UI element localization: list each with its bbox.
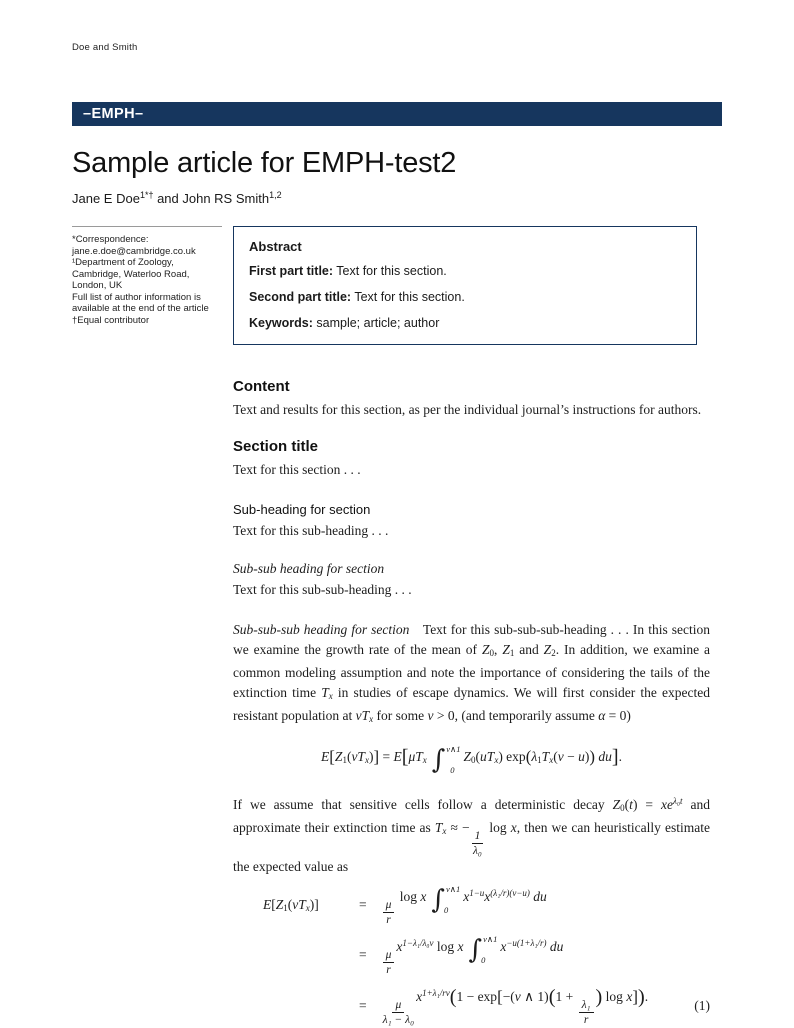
math-run: λ₁	[579, 999, 594, 1013]
math-run: vT	[351, 748, 365, 764]
authors-line	[72, 190, 722, 206]
math-run: Z	[502, 641, 510, 657]
math-run: x	[494, 754, 499, 765]
math-run: 1	[537, 754, 542, 765]
math-run	[579, 999, 594, 1026]
math-run: 1+λ₁/rv	[422, 988, 450, 998]
math-run: .	[644, 989, 649, 1004]
math-run	[383, 949, 395, 976]
math-run: λ₀t	[672, 795, 683, 806]
math-run: Z	[275, 897, 284, 913]
math-run: and	[514, 641, 544, 657]
math-run: log	[485, 819, 511, 835]
math-run: Z	[612, 796, 621, 812]
affiliation-line-3: London, UK	[72, 280, 123, 291]
math-run	[431, 885, 460, 915]
equal-contributor-note: †Equal contributor	[72, 314, 150, 326]
math-run: Text for this sub-sub-sub-heading . . . In this section we examine the growth rate of the mean of	[233, 621, 710, 657]
abstract-item-label: Second part title:	[249, 289, 352, 304]
math-run: T	[541, 748, 550, 764]
math-run: .	[618, 748, 622, 764]
abstract-item	[249, 289, 681, 306]
math-run: (	[346, 748, 352, 764]
section-heading-content: Content	[233, 377, 290, 395]
math-run: [	[497, 987, 503, 1006]
math-run: −u(1+λ₁/r)	[506, 937, 547, 948]
math-run: )	[368, 748, 374, 764]
math-run: 0	[620, 802, 625, 813]
math-run: ∫	[431, 744, 446, 775]
math-run: r	[386, 913, 391, 926]
equation-rhs	[381, 935, 564, 976]
math-run: x	[463, 888, 470, 904]
math-run: ) =	[632, 796, 661, 812]
article-title: Sample article for EMPH-test2	[72, 147, 457, 179]
equation-relation: =	[359, 947, 367, 963]
math-run: du	[529, 888, 547, 904]
math-run: x	[484, 888, 491, 904]
math-run: t	[629, 796, 633, 812]
math-run: (	[624, 796, 630, 812]
author-note-line-1: Full list of author information is	[72, 291, 201, 303]
display-equation	[233, 741, 710, 779]
equation-relation: =	[359, 897, 367, 913]
math-run	[383, 999, 414, 1026]
section-paragraph: Text for this section . . .	[233, 461, 361, 477]
math-run: 1*†	[139, 190, 154, 200]
run-in-heading-paragraph	[233, 620, 710, 729]
abstract-item-text: Text for this section.	[351, 289, 465, 304]
math-run: = 0)	[605, 707, 631, 723]
math-run: x	[500, 938, 507, 954]
math-run: vT	[292, 897, 306, 913]
math-run: 0	[443, 905, 449, 916]
equation-lhs	[263, 897, 345, 913]
math-run: log	[433, 938, 458, 954]
running-head: Doe and Smith	[72, 42, 138, 53]
math-run: )	[584, 748, 590, 764]
math-run: Z	[543, 641, 552, 657]
math-run: α	[598, 707, 606, 723]
math-run: 0	[481, 955, 486, 966]
math-run: 1	[342, 754, 347, 765]
math-run: vT	[355, 707, 370, 723]
math-run	[469, 935, 498, 965]
math-run: ) exp	[498, 748, 526, 764]
journal-banner	[72, 102, 722, 126]
math-run: ,	[494, 641, 503, 657]
abstract-item-label: First part title:	[249, 264, 334, 278]
math-run: x	[626, 989, 633, 1004]
equation-relation: =	[359, 997, 367, 1013]
math-run: x	[328, 690, 333, 701]
math-run: (	[553, 748, 558, 764]
math-run: E	[321, 748, 330, 764]
math-run: 1 +	[555, 989, 577, 1004]
math-run: x	[457, 938, 464, 954]
math-run: (	[525, 746, 532, 766]
math-run: Jane E Doe	[72, 191, 140, 206]
math-run: (λ₁/r)(v−u)	[490, 887, 530, 898]
article-body	[233, 378, 710, 1027]
math-run: v	[427, 707, 437, 723]
math-run: Z	[334, 748, 343, 764]
author-info-sidebar	[72, 226, 222, 326]
math-run: )	[595, 986, 603, 1008]
math-run: x	[510, 819, 517, 835]
math-run: du	[546, 938, 564, 954]
subsubsection-heading: Sub-sub heading for section	[233, 560, 385, 576]
math-run: )]	[309, 897, 319, 913]
math-run: r	[583, 1014, 589, 1027]
derivation-paragraph	[233, 791, 710, 877]
math-run: 1	[472, 830, 484, 844]
math-run: xe	[661, 796, 673, 812]
abstract-item-text: Text for this section.	[333, 264, 447, 278]
math-run: x	[422, 754, 427, 765]
math-run: E	[263, 897, 272, 913]
math-run: μ	[383, 949, 395, 963]
correspondence-email: jane.e.doe@cambridge.co.uk	[72, 245, 196, 257]
math-run: ∫	[431, 884, 445, 915]
math-run: uT	[480, 748, 495, 764]
math-run: 1	[509, 647, 515, 658]
math-run: x	[305, 903, 310, 914]
abstract-keywords-text: sample; article; author	[312, 315, 440, 330]
abstract-item	[249, 263, 681, 280]
math-run: [	[401, 745, 409, 768]
math-run: (	[548, 986, 556, 1008]
content-paragraph: Text and results for this section, as per the individual journal’s instructions for authors.	[233, 401, 702, 417]
aligned-equation-block	[233, 885, 710, 1026]
math-run: 1 − exp	[456, 989, 498, 1004]
abstract-item	[249, 315, 681, 332]
math-run: μ	[392, 999, 404, 1013]
math-run	[443, 883, 461, 916]
math-run: , then we can heuristically estimate the expected value as	[233, 819, 710, 874]
math-run: [	[271, 897, 276, 913]
math-run: x	[369, 713, 374, 724]
math-run: λ	[531, 748, 538, 764]
math-run: log	[396, 888, 421, 904]
math-run: 2	[551, 647, 556, 658]
subsection-paragraph: Text for this sub-heading . . .	[233, 522, 389, 538]
math-run: 0	[450, 765, 455, 776]
math-run: v	[557, 748, 564, 764]
math-run: . In addition, we examine a common modeling assumption and note the importance of considering the tails of the extinction time	[233, 641, 711, 700]
math-run: [	[329, 746, 335, 766]
math-run: ]	[632, 987, 638, 1006]
math-run: If we assume that sensitive cells follow a deterministic decay	[233, 796, 613, 812]
correspondence-label: *Correspondence:	[72, 234, 149, 245]
math-run: v	[514, 989, 521, 1004]
affiliation-line-1: ¹Department of Zoology,	[72, 257, 174, 268]
journal-banner-label: –EMPH–	[83, 106, 144, 122]
math-run	[483, 935, 497, 965]
math-run: x	[364, 754, 369, 765]
math-run: in studies of escape dynamics. We will first consider the expected resistant population at	[233, 684, 710, 723]
math-run: 1−u	[469, 887, 485, 898]
math-run: (	[475, 748, 481, 764]
math-run: λ₁ − λ₀	[382, 1014, 415, 1027]
math-run: x	[549, 754, 554, 765]
math-run: μT	[408, 748, 423, 764]
math-run: u	[578, 748, 585, 764]
math-run: 1−λ₁/λ₀v	[402, 937, 434, 948]
math-run: x	[442, 825, 447, 836]
math-run: > 0, (and temporarily assume	[436, 707, 599, 723]
math-run: Sub-sub-sub heading for section	[233, 621, 410, 637]
math-run: ∧ 1)	[520, 989, 549, 1004]
math-run: 0	[471, 754, 476, 765]
math-run: Z	[481, 641, 490, 657]
math-run: v∧1	[483, 933, 498, 944]
math-run: ∫	[468, 934, 483, 965]
math-run: 1,2	[269, 190, 282, 200]
math-run: v∧1	[445, 883, 461, 894]
section-heading-title: Section title	[233, 437, 319, 455]
math-run: for some	[373, 707, 428, 723]
math-run: log	[602, 989, 627, 1004]
abstract-heading: Abstract	[249, 239, 302, 254]
math-run: and approximate their extinction time as	[233, 796, 710, 835]
equation-number: (1)	[694, 997, 710, 1013]
math-run: −(	[502, 989, 515, 1004]
math-run: μ	[383, 899, 395, 913]
equation-row	[233, 885, 710, 926]
subsubsection-paragraph: Text for this sub-sub-heading . . .	[233, 581, 412, 597]
equation-row	[233, 985, 710, 1026]
math-run: v∧1	[446, 743, 461, 754]
math-run: x	[420, 888, 427, 904]
math-run	[472, 830, 484, 857]
math-run: ≈ −	[446, 819, 470, 835]
equation-row	[233, 935, 710, 976]
math-run: )	[637, 986, 645, 1008]
equation-rhs	[381, 985, 648, 1026]
math-run: )	[589, 746, 595, 766]
math-run: (	[287, 897, 293, 913]
abstract-box	[233, 226, 697, 345]
math-run: λ₀	[472, 844, 482, 857]
math-run: ]	[373, 746, 380, 766]
math-run: x	[396, 938, 403, 954]
math-run: and John RS Smith	[153, 191, 270, 206]
math-run: E	[393, 748, 402, 764]
header-columns	[72, 226, 722, 345]
math-run: r	[386, 963, 391, 976]
math-run: T	[434, 819, 443, 835]
math-run: (	[449, 986, 457, 1008]
math-run: Z	[463, 748, 472, 764]
math-run: −	[563, 748, 579, 764]
sidebar-divider	[72, 226, 222, 227]
math-run	[432, 745, 461, 775]
math-run	[383, 899, 395, 926]
math-run: x	[416, 989, 423, 1004]
affiliation-line-2: Cambridge, Waterloo Road,	[72, 268, 190, 280]
math-run: du	[594, 748, 612, 764]
math-run: 0	[489, 647, 494, 658]
math-run: T	[321, 684, 329, 700]
subsection-heading: Sub-heading for section	[233, 501, 371, 517]
math-run: =	[379, 748, 394, 764]
author-note-line-2: available at the end of the article	[72, 303, 209, 314]
abstract-keywords-label: Keywords:	[249, 315, 313, 330]
equation-rhs	[381, 885, 547, 926]
math-run: 1	[283, 903, 288, 914]
math-run	[446, 745, 460, 775]
math-run: ]	[611, 745, 619, 768]
